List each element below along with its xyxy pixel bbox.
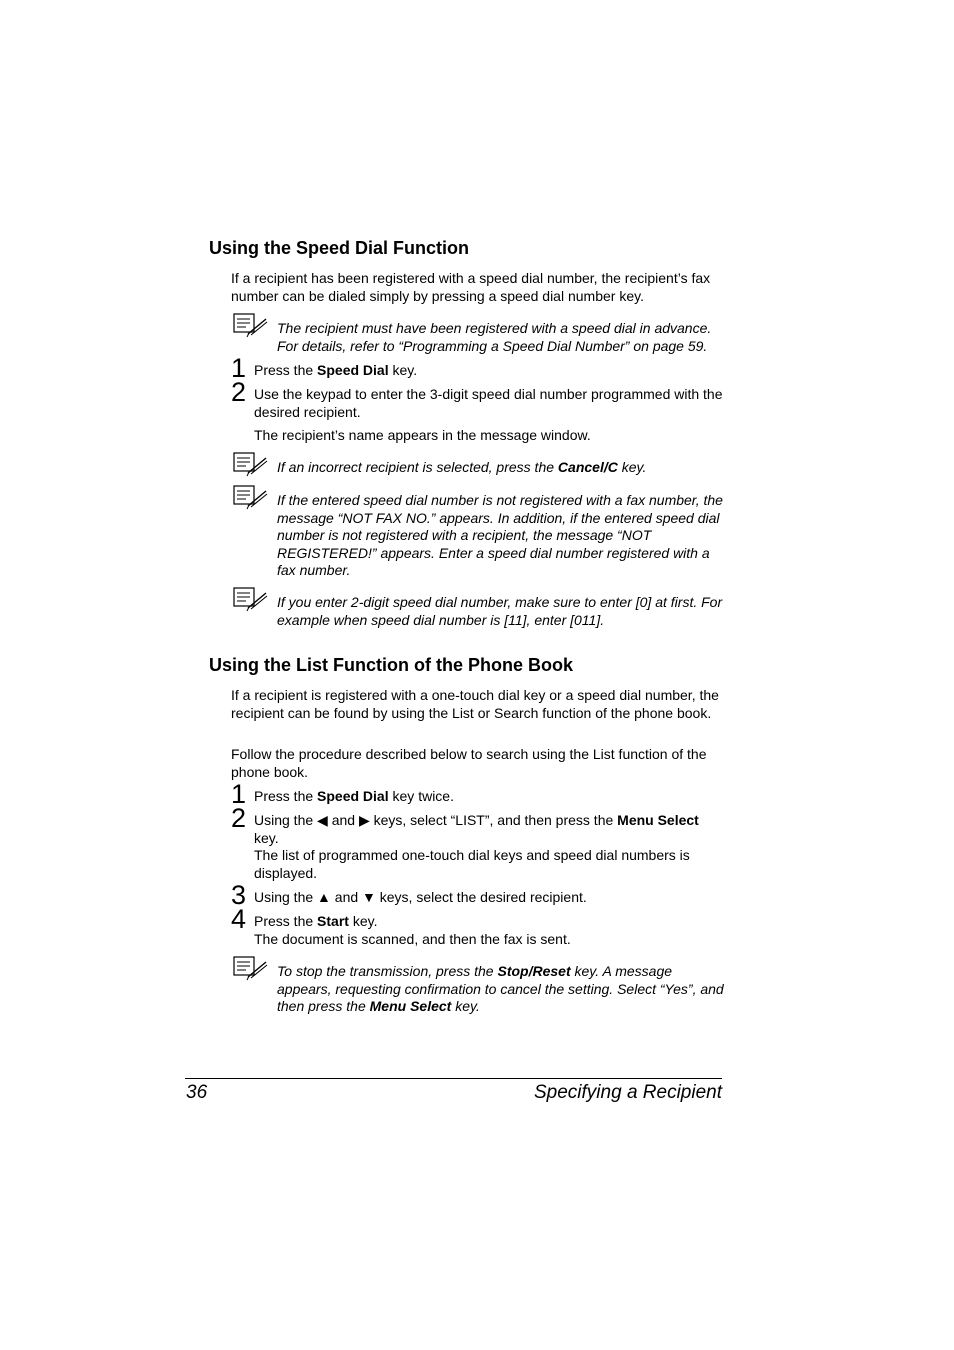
section-title-speed-dial: Using the Speed Dial Function bbox=[209, 238, 470, 258]
speed-dial-note-1: The recipient must have been registered with a speed dial in advance. For details, refer to “Programming a Speed Dial Number” on page 59. bbox=[277, 320, 712, 354]
speed-dial-note-2: If an incorrect recipient is selected, press the Cancel/C key. bbox=[277, 459, 647, 475]
footer-divider bbox=[185, 1078, 722, 1079]
step-number: 2 bbox=[231, 803, 247, 833]
list-function-step-2: Using the ◀ and ▶ keys, select “LIST”, and then press the Menu Select key. The list of programmed one-touch dial keys and speed dial numbers is displayed. bbox=[254, 812, 699, 881]
list-function-step-4-result: The document is scanned, and then the fax is sent. bbox=[254, 930, 571, 947]
step-number: 4 bbox=[231, 904, 247, 934]
speed-dial-step-2: Use the keypad to enter the 3-digit speed dial number programmed with the desired recipient. bbox=[254, 386, 723, 420]
note-pencil-icon bbox=[233, 452, 269, 483]
step-number: 1 bbox=[231, 779, 247, 809]
list-function-intro-2: Follow the procedure described below to search using the List function of the phone book. bbox=[231, 746, 707, 780]
speed-dial-step-1: Press the Speed Dial key. bbox=[254, 362, 418, 378]
chapter-title: Specifying a Recipient bbox=[534, 1082, 722, 1103]
step-number: 2 bbox=[231, 377, 247, 407]
list-function-note-1: To stop the transmission, press the Stop/Reset key. A message appears, requesting confirmation to cancel the setting. Select “Yes”, and then press the Menu Select key. bbox=[277, 963, 724, 1014]
step-number: 1 bbox=[231, 353, 247, 383]
list-function-step-2-result: The list of programmed one-touch dial keys and speed dial numbers is displayed. bbox=[254, 847, 690, 881]
note-pencil-icon bbox=[233, 313, 269, 344]
speed-dial-note-3: If the entered speed dial number is not registered with a fax number, the message “NOT FAX NO.” appears. In addition, if the entered speed dial number is not registered with a recipient, the message “NOT REGISTERED!” appears. Enter a speed dial number registered with a fax number. bbox=[277, 492, 723, 578]
list-function-step-3: Using the ▲ and ▼ keys, select the desired recipient. bbox=[254, 889, 587, 905]
page-number: 36 bbox=[186, 1082, 208, 1103]
speed-dial-note-4: If you enter 2-digit speed dial number, make sure to enter [0] at first. For example when speed dial number is [11], enter [011]. bbox=[277, 594, 723, 628]
note-pencil-icon bbox=[233, 485, 269, 516]
list-function-step-4: Press the Start key. The document is scanned, and then the fax is sent. bbox=[254, 913, 571, 947]
list-function-step-1: Press the Speed Dial key twice. bbox=[254, 788, 454, 804]
note-pencil-icon bbox=[233, 956, 269, 987]
section-title-list-function: Using the List Function of the Phone Book bbox=[209, 655, 573, 675]
speed-dial-intro: If a recipient has been registered with a speed dial number, the recipient’s fax number can be dialed simply by pressing a speed dial number key. bbox=[231, 270, 711, 304]
note-pencil-icon bbox=[233, 587, 269, 618]
list-function-intro-1: If a recipient is registered with a one-touch dial key or a speed dial number, the recipient can be found by using the List or Search function of the phone book. bbox=[231, 687, 719, 721]
speed-dial-step-2-result: The recipient’s name appears in the message window. bbox=[254, 427, 591, 443]
step-number: 3 bbox=[231, 880, 247, 910]
